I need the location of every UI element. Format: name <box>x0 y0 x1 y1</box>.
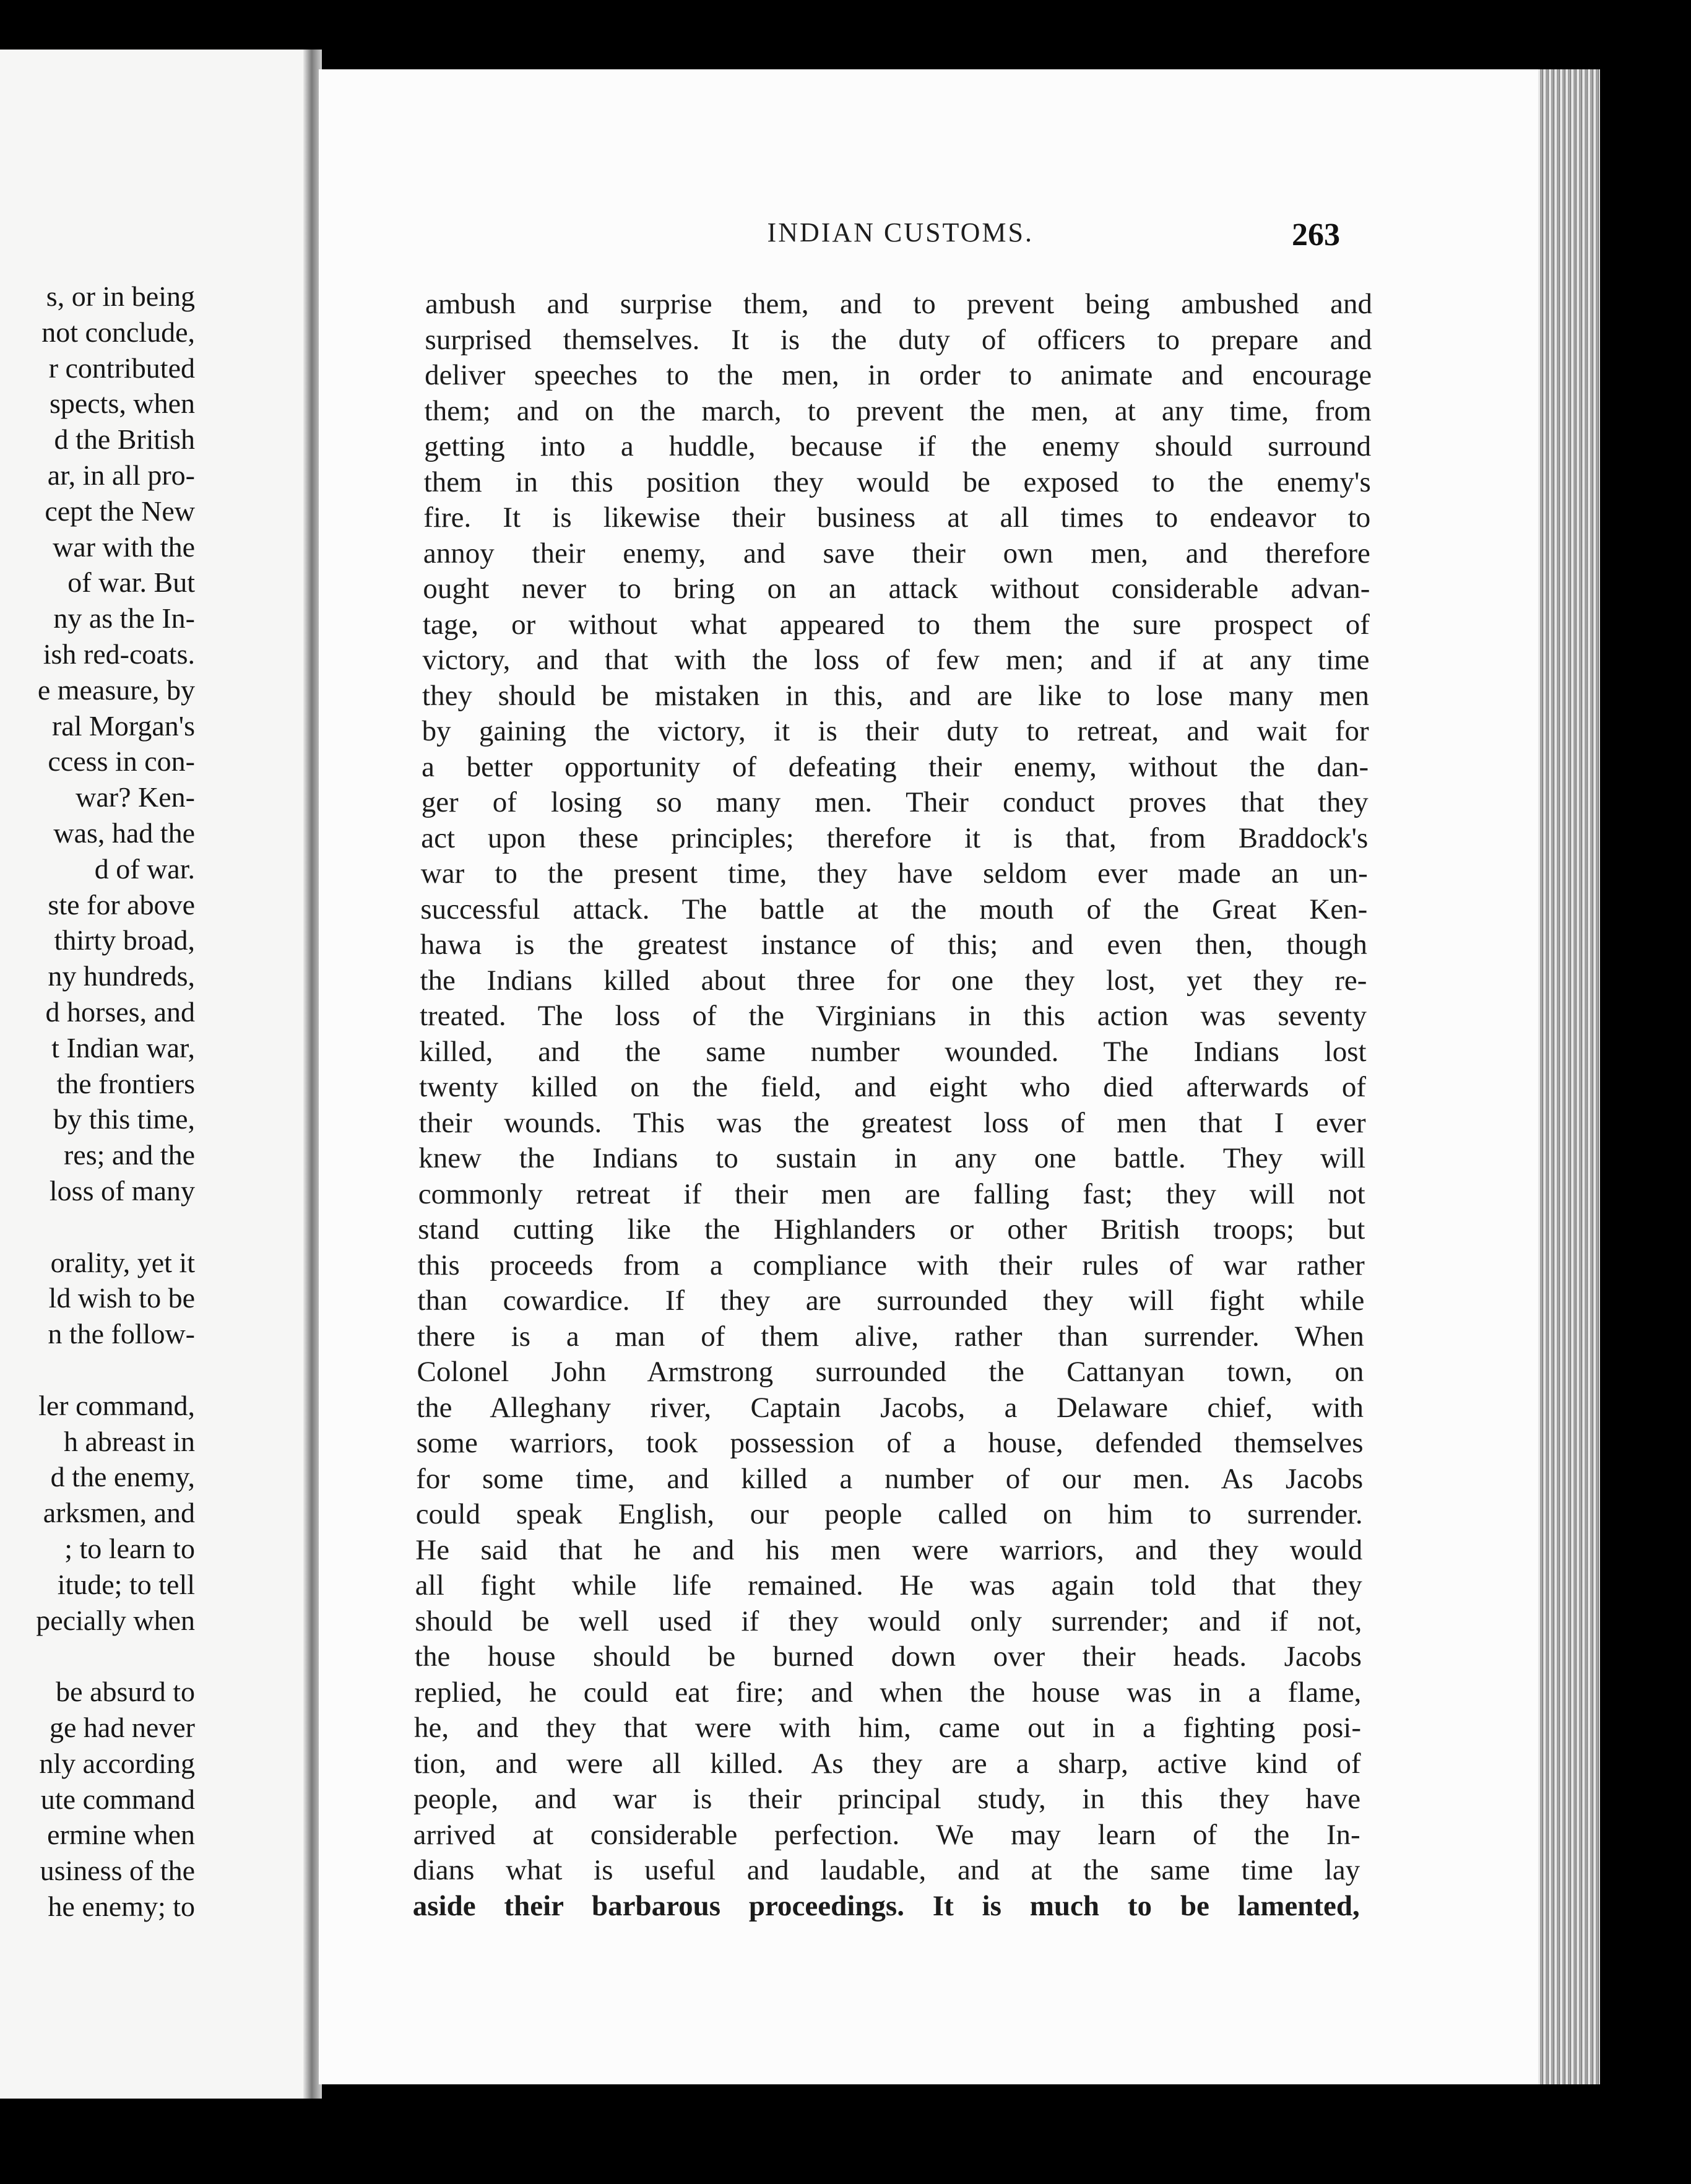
body-line: deliver speeches to the men, in order to animate and encourage <box>425 359 1372 391</box>
body-line: killed, and the same number wounded. The Indians lost <box>419 1035 1367 1068</box>
body-line: ger of losing so many men. Their conduct proves that they <box>421 786 1369 818</box>
left-page-line: not conclude, <box>41 316 195 348</box>
body-line: twenty killed on the field, and eight who died afterwards of <box>419 1071 1367 1103</box>
left-page-line: d of war. <box>94 852 195 885</box>
left-page-line: ld wish to be <box>48 1282 195 1314</box>
body-line: people, and war is their principal study, in this they have <box>413 1783 1361 1815</box>
left-page-line: ar, in all pro- <box>47 459 195 491</box>
left-page-line: ste for above <box>48 888 195 921</box>
left-page-line: h abreast in <box>63 1425 195 1457</box>
body-line: ambush and surprise them, and to prevent being ambushed and <box>425 288 1372 320</box>
body-line: annoy their enemy, and save their own men, and therefore <box>423 537 1370 570</box>
left-page-line: ler command, <box>38 1389 195 1421</box>
body-line: arrived at considerable perfection. We may learn of the In- <box>413 1818 1360 1851</box>
body-line: commonly retreat if their men are falling fast; they will not <box>418 1177 1365 1210</box>
body-line: the house should be burned down over their heads. Jacobs <box>414 1640 1362 1673</box>
body-line: successful attack. The battle at the mouth of the Great Ken- <box>420 893 1368 925</box>
left-page-line: ermine when <box>47 1819 195 1851</box>
left-page-line: thirty broad, <box>54 924 195 956</box>
body-line: war to the present time, they have seldom ever made an un- <box>420 857 1368 890</box>
left-page-line: ge had never <box>50 1712 195 1743</box>
body-line: could speak English, our people called on him to surrender. <box>415 1498 1363 1530</box>
left-page-line: ny hundreds, <box>48 960 195 992</box>
body-line: this proceeds from a compliance with their rules of war rather <box>417 1249 1365 1281</box>
body-line: them; and on the march, to prevent the men, at any time, from <box>424 394 1372 427</box>
page-number: 263 <box>1292 217 1340 253</box>
body-line: the Indians killed about three for one they lost, yet they re- <box>420 964 1367 997</box>
left-page-line: pecially when <box>36 1604 195 1636</box>
left-page-line: t Indian war, <box>51 1031 195 1064</box>
body-line: getting into a huddle, because if the enemy should surround <box>424 430 1372 462</box>
body-line: Colonel John Armstrong surrounded the Cattanyan town, on <box>417 1356 1364 1388</box>
body-line: should be well used if they would only surrender; and if not, <box>415 1605 1362 1637</box>
body-line: by gaining the victory, it is their duty to retreat, and wait for <box>422 715 1369 747</box>
body-line: all fight while life remained. He was again told that they <box>415 1569 1362 1601</box>
left-page-line: ute command <box>40 1783 195 1815</box>
body-line: the Alleghany river, Captain Jacobs, a Delaware chief, with <box>417 1391 1364 1424</box>
left-page-line: be absurd to <box>56 1676 195 1708</box>
left-page-line: n the follow- <box>48 1318 195 1350</box>
left-page-line: ral Morgan's <box>51 709 195 742</box>
body-line: stand cutting like the Highlanders or other British troops; but <box>418 1213 1365 1246</box>
left-page-line: loss of many <box>49 1175 195 1207</box>
left-page-line: ish red-coats. <box>43 638 195 670</box>
left-page-line: d the British <box>54 423 195 456</box>
body-line: knew the Indians to sustain in any one battle. They will <box>418 1142 1366 1174</box>
left-page-line: s, or in being <box>46 280 195 312</box>
body-line: victory, and that with the loss of few men; and if at any time <box>422 644 1370 676</box>
body-line: fire. It is likewise their business at all times to endeavor to <box>423 501 1371 534</box>
body-line: for some time, and killed a number of our men. As Jacobs <box>416 1462 1364 1495</box>
left-page-line: war with the <box>53 531 195 563</box>
body-line: a better opportunity of defeating their enemy, without the dan- <box>422 750 1369 783</box>
body-line: dians what is useful and laudable, and at the same time lay <box>413 1854 1360 1886</box>
body-line: surprised themselves. It is the duty of officers to prepare and <box>425 323 1372 356</box>
left-page-line: res; and the <box>63 1139 195 1171</box>
left-page-line: d the enemy, <box>50 1461 195 1493</box>
body-line: replied, he could eat fire; and when the house was in a flame, <box>414 1676 1362 1709</box>
left-page-line: of war. But <box>67 566 195 599</box>
left-page-line: orality, yet it <box>50 1246 195 1278</box>
body-line: act upon these principles; therefore it is that, from Braddock's <box>421 821 1369 854</box>
body-line: treated. The loss of the Virginians in this action was seventy <box>420 1000 1367 1032</box>
body-line: their wounds. This was the greatest loss of men that I ever <box>418 1106 1366 1139</box>
left-page-line: ny as the In- <box>53 602 195 635</box>
body-line: He said that he and his men were warriors, and they would <box>415 1533 1363 1566</box>
running-head: INDIAN CUSTOMS. <box>767 217 1034 248</box>
left-page-line: spects, when <box>49 388 195 420</box>
body-line: they should be mistaken in this, and are like to lose many men <box>422 679 1370 712</box>
left-page-line: by this time, <box>53 1103 195 1135</box>
left-page-line: nly according <box>39 1747 195 1779</box>
left-page-line: d horses, and <box>45 996 195 1028</box>
left-page-line: e measure, by <box>37 674 195 706</box>
left-page-line: r contributed <box>48 352 195 384</box>
body-line: he, and they that were with him, came out in a fighting posi- <box>414 1712 1361 1744</box>
left-page-line: cept the New <box>45 495 195 527</box>
left-page-line: the frontiers <box>56 1067 195 1099</box>
left-page-line: itude; to tell <box>57 1568 195 1600</box>
body-line: tage, or without what appeared to them the sure prospect of <box>422 608 1370 641</box>
left-page-line: ccess in con- <box>48 745 195 778</box>
left-page-line: was, had the <box>53 817 195 849</box>
left-page-line: arksmen, and <box>43 1497 195 1529</box>
body-line: aside their barbarous proceedings. It is much to be lamented, <box>412 1889 1360 1922</box>
body-line: there is a man of them alive, rather than surrender. When <box>417 1320 1364 1353</box>
body-line: some warriors, took possession of a house, defended themselves <box>416 1427 1364 1459</box>
left-page-line: ; to learn to <box>64 1533 195 1564</box>
body-line: hawa is the greatest instance of this; and even then, though <box>420 929 1367 961</box>
left-page-line: war? Ken- <box>76 781 195 813</box>
body-line: tion, and were all killed. As they are a sharp, active kind of <box>413 1747 1361 1780</box>
body-line: than cowardice. If they are surrounded they will fight while <box>417 1285 1365 1317</box>
body-line: them in this position they would be exposed to the enemy's <box>423 466 1371 498</box>
body-line: ought never to bring on an attack without considerable advan- <box>423 573 1370 605</box>
left-page-line: usiness of the <box>40 1855 195 1887</box>
left-page-line: he enemy; to <box>48 1891 195 1922</box>
